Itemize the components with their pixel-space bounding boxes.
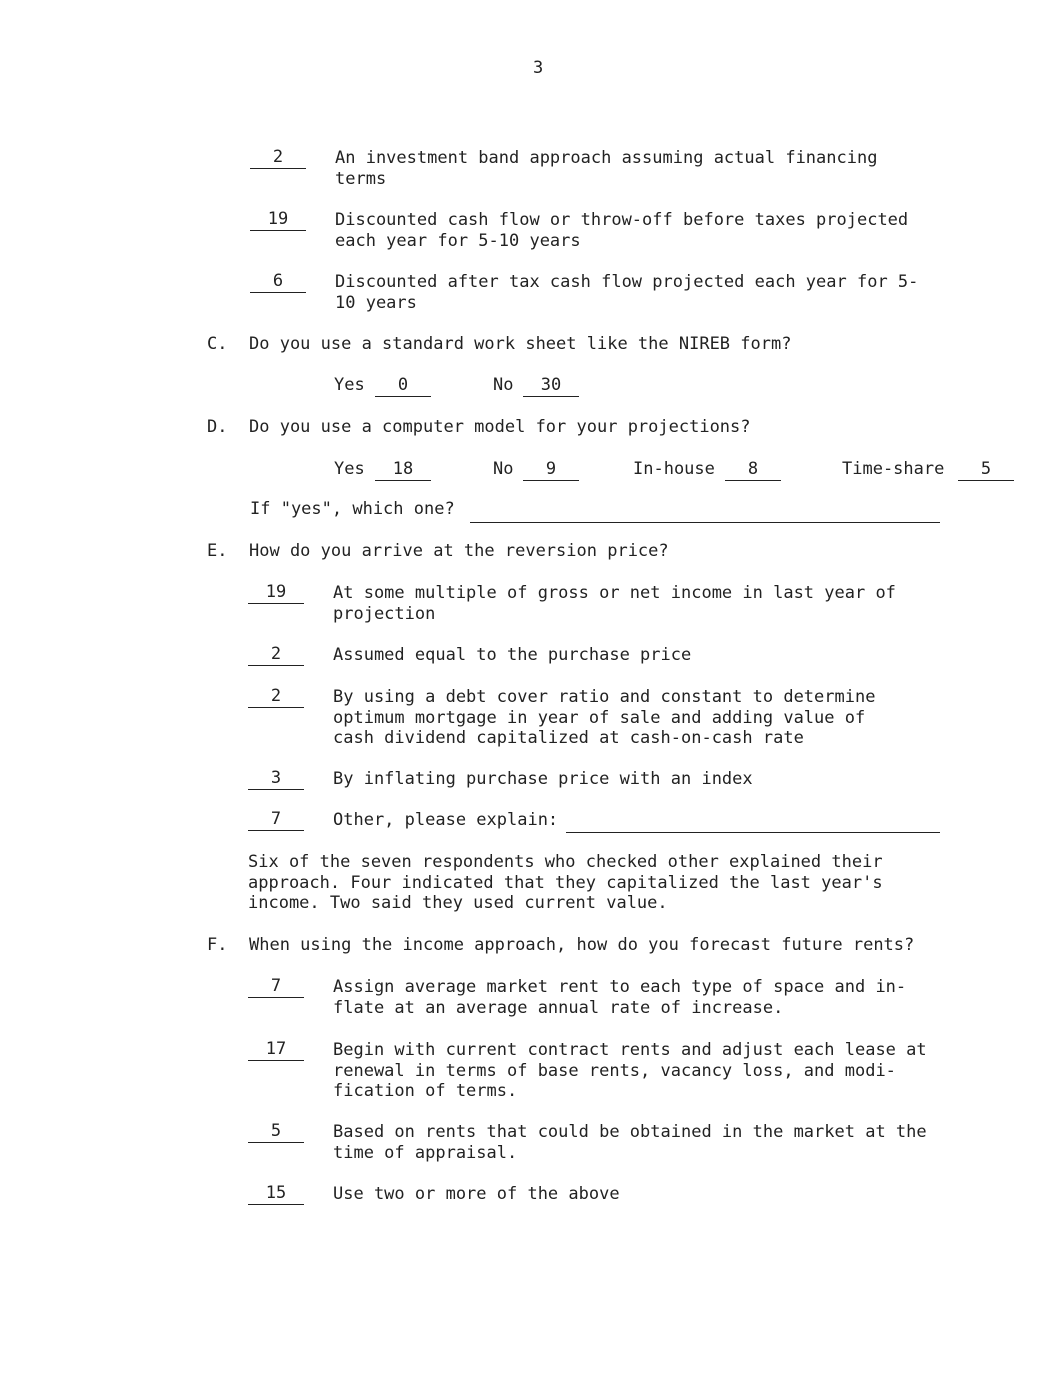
response-count: 19	[250, 209, 306, 231]
yes-count: 18	[375, 459, 431, 481]
section-letter-e: E.	[207, 541, 228, 561]
response-count: 15	[248, 1183, 304, 1205]
option-text: Other, please explain:	[333, 810, 559, 830]
inhouse-label: In-house	[633, 459, 715, 479]
response-count: 3	[248, 768, 304, 790]
question-c: Do you use a standard work sheet like the NIREB form?	[249, 334, 792, 354]
other-explain-line	[566, 831, 940, 833]
other-explanation-note: Six of the seven respondents who checked other explained their approach. Four indicated that they capitalized the last year's income. Two said they used current value.	[248, 852, 883, 913]
question-f: When using the income approach, how do you forecast future rents?	[249, 935, 915, 955]
response-count: 17	[248, 1039, 304, 1061]
response-count: 5	[248, 1121, 304, 1143]
section-letter-c: C.	[207, 334, 228, 354]
question-d: Do you use a computer model for your projections?	[249, 417, 751, 437]
response-count: 2	[248, 686, 304, 708]
response-count: 6	[250, 271, 306, 293]
option-text: Discounted cash flow or throw-off before taxes projected each year for 5-10 years	[335, 210, 909, 251]
timeshare-label: Time-share	[842, 459, 945, 479]
no-count: 30	[523, 375, 579, 397]
section-letter-d: D.	[207, 417, 228, 437]
option-text: Assumed equal to the purchase price	[333, 645, 692, 665]
option-text: Based on rents that could be obtained in the market at the time of appraisal.	[333, 1122, 927, 1163]
no-label: No	[493, 459, 514, 479]
response-count: 7	[248, 809, 304, 831]
timeshare-count: 5	[958, 459, 1014, 481]
option-text: Use two or more of the above	[333, 1184, 620, 1204]
if-yes-answer-line	[470, 521, 940, 523]
response-count: 2	[248, 644, 304, 666]
option-text: Assign average market rent to each type of space and in-flate at an average annual rate of increase.	[333, 977, 907, 1018]
option-text: At some multiple of gross or net income in last year of projection	[333, 583, 896, 624]
question-e: How do you arrive at the reversion price?	[249, 541, 669, 561]
option-text: By using a debt cover ratio and constant to determine optimum mortgage in year of sale and adding value of cash dividend capitalized at cash-on-cash rate	[333, 687, 876, 748]
option-text: By inflating purchase price with an index	[333, 769, 753, 789]
yes-count: 0	[375, 375, 431, 397]
no-count: 9	[523, 459, 579, 481]
section-letter-f: F.	[207, 935, 228, 955]
response-count: 7	[248, 976, 304, 998]
yes-label: Yes	[334, 459, 365, 479]
no-label: No	[493, 375, 514, 395]
yes-label: Yes	[334, 375, 365, 395]
option-text: Begin with current contract rents and adjust each lease at renewal in terms of base rents, vacancy loss, and modi-fication of terms.	[333, 1040, 927, 1101]
response-count: 2	[250, 147, 306, 169]
option-text: Discounted after tax cash flow projected each year for 5-10 years	[335, 272, 919, 313]
option-text: An investment band approach assuming actual financing terms	[335, 148, 878, 189]
if-yes-label: If "yes", which one?	[250, 499, 455, 519]
page-number: 3	[533, 58, 544, 78]
response-count: 19	[248, 582, 304, 604]
inhouse-count: 8	[725, 459, 781, 481]
